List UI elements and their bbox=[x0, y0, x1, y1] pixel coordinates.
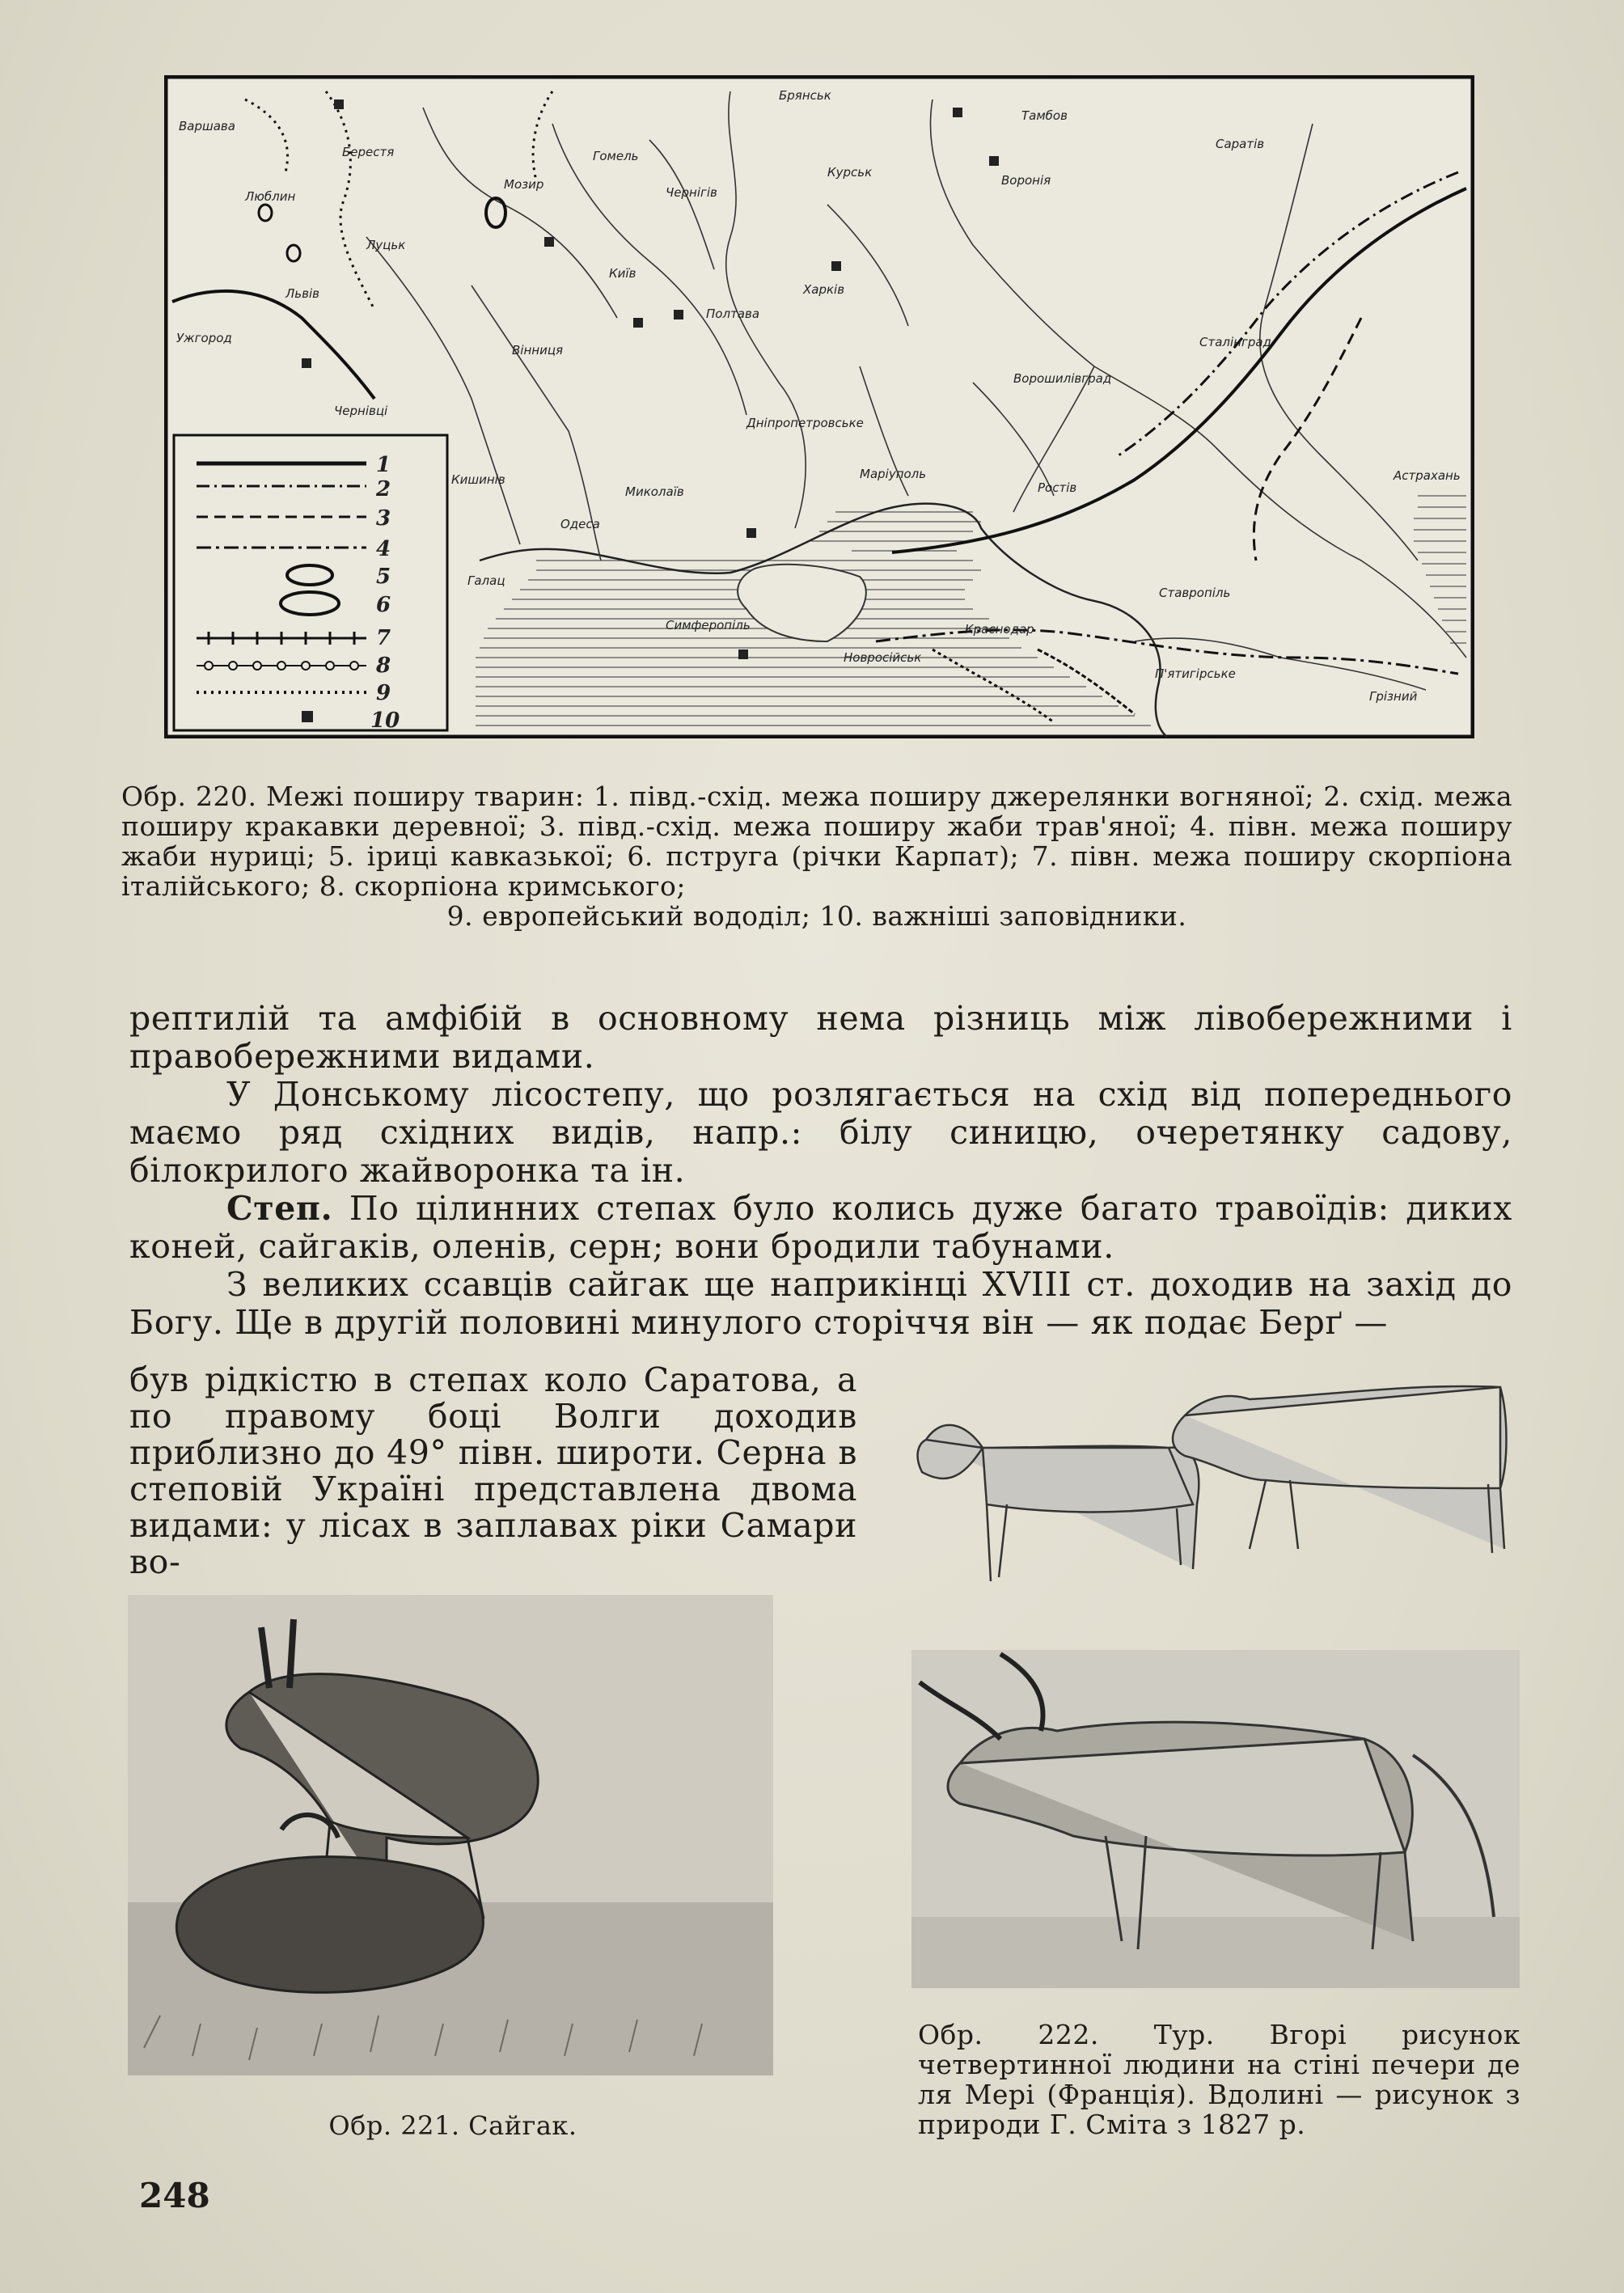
saiga-illustration bbox=[128, 1595, 773, 2075]
city-label: Гомель bbox=[593, 149, 639, 163]
city-label: Одеса bbox=[560, 517, 600, 531]
legend-number: 5 bbox=[376, 565, 391, 589]
legend-number: 10 bbox=[370, 709, 400, 733]
city-label: Вінниця bbox=[512, 343, 564, 357]
city-label: Дніпропетровське bbox=[746, 416, 864, 430]
city-label: Новросійськ bbox=[844, 650, 922, 665]
city-label: Симферопіль bbox=[666, 618, 751, 632]
city-label: Люблин bbox=[245, 189, 296, 204]
city-label: Сталінград bbox=[1199, 335, 1271, 349]
city-label: Миколаїв bbox=[625, 484, 684, 499]
city-label: Курськ bbox=[827, 165, 873, 180]
city-label: Кишинів bbox=[451, 472, 505, 487]
city-label: Луцьк bbox=[366, 238, 406, 252]
paragraph-1: рептилій та амфібій в основному нема різниць між лівобережними і правобережними видами. bbox=[129, 999, 1512, 1076]
paragraph-3 bbox=[129, 1190, 1512, 1266]
city-label: Ставропіль bbox=[1159, 586, 1231, 600]
city-label: Чернігів bbox=[666, 185, 717, 200]
city-label: Астрахань bbox=[1394, 468, 1461, 483]
city-label: Харків bbox=[803, 282, 845, 297]
city-label: Грізний bbox=[1369, 689, 1418, 704]
figure-222-caption: Обр. 222. Тур. Вгорі рисунок четвертинної людини на стіні печери де ля Мері (Франція). Вдолині — рисунок з природи Г. Сміта з 1827 р. bbox=[918, 2019, 1520, 2140]
distribution-map bbox=[164, 75, 1474, 738]
city-label: Львів bbox=[285, 286, 319, 301]
city-label: Саратів bbox=[1216, 137, 1265, 151]
legend-number: 4 bbox=[376, 537, 391, 561]
city-label: П'ятигірське bbox=[1155, 666, 1236, 681]
legend-number: 6 bbox=[376, 593, 391, 617]
city-label: Мозир bbox=[504, 177, 544, 192]
figure-220-caption-last: 9. европейський вододіл; 10. важніші заповідники. bbox=[446, 900, 1187, 932]
city-label: Полтава bbox=[706, 307, 760, 321]
section-heading-steppe: Степ. bbox=[226, 1189, 333, 1228]
city-label: Берестя bbox=[342, 145, 395, 159]
paragraph-2: У Донському лісостепу, що розлягається на схід від попереднього маємо ряд східних видів, напр.: білу синицю, очеретянку садову, білокрилого жайворонка та ін. bbox=[129, 1075, 1512, 1190]
page-number: 248 bbox=[139, 2176, 210, 2215]
legend-number: 1 bbox=[376, 453, 391, 477]
legend-number: 2 bbox=[376, 477, 391, 501]
city-label: Варшава bbox=[179, 119, 235, 133]
city-label: Ворошилівград bbox=[1013, 371, 1112, 386]
legend-number: 7 bbox=[376, 626, 391, 650]
paragraph-4: З великих ссавців сайгак ще наприкінці XVIII ст. доходив на захід до Богу. Ще в другій половині минулого сторіччя він — як подає Берґ — bbox=[129, 1265, 1512, 1342]
city-label: Маріуполь bbox=[860, 467, 927, 481]
paragraph-3-text: По цілинних степах було колись дуже багато травоїдів: диких коней, сайгаків, оленів, серн; вони бродили табунами. bbox=[129, 1189, 1512, 1266]
city-label: Краснодар bbox=[965, 622, 1034, 637]
cave-painting-illustration bbox=[910, 1367, 1520, 1606]
legend-number: 9 bbox=[376, 681, 391, 705]
map-legend bbox=[174, 435, 447, 733]
figure-220-caption-main: Обр. 220. Межі поширу тварин: 1. півд.-схід. межа поширу джерелянки вогняної; 2. схід. межа поширу кракавки деревної; 3. півд.-схід. межа поширу жаби трав'яної; 4. півн. межа поширу жаби нуриці; 5. іриці кавказької; 6. пструга (річки Карпат); 7. півн. межа поширу скорпіона італійського; 8. скорпіона кримського; bbox=[121, 781, 1512, 902]
city-label: Чернівці bbox=[334, 404, 388, 418]
city-label: Київ bbox=[609, 266, 636, 281]
figure-220-caption bbox=[121, 781, 1512, 931]
city-label: Брянськ bbox=[779, 88, 831, 103]
legend-number: 3 bbox=[376, 506, 391, 531]
aurochs-illustration bbox=[911, 1650, 1520, 1988]
city-label: Тамбов bbox=[1021, 108, 1068, 123]
body-text bbox=[129, 1000, 1512, 1342]
city-label: Галац bbox=[467, 573, 505, 588]
city-label: Ростів bbox=[1038, 480, 1077, 495]
city-label: Воронія bbox=[1001, 173, 1051, 188]
city-label: Ужгород bbox=[176, 331, 232, 345]
figure-221-caption: Обр. 221. Сайгак. bbox=[328, 2110, 577, 2141]
paragraph-4-continued: був рідкістю в степах коло Саратова, а по правому боці Волги доходив приблизно до 49° півн. широти. Серна в степовій Україні представлена двома видами: у лісах в заплавах ріки Самари во- bbox=[129, 1360, 857, 1581]
legend-number: 8 bbox=[376, 654, 391, 678]
